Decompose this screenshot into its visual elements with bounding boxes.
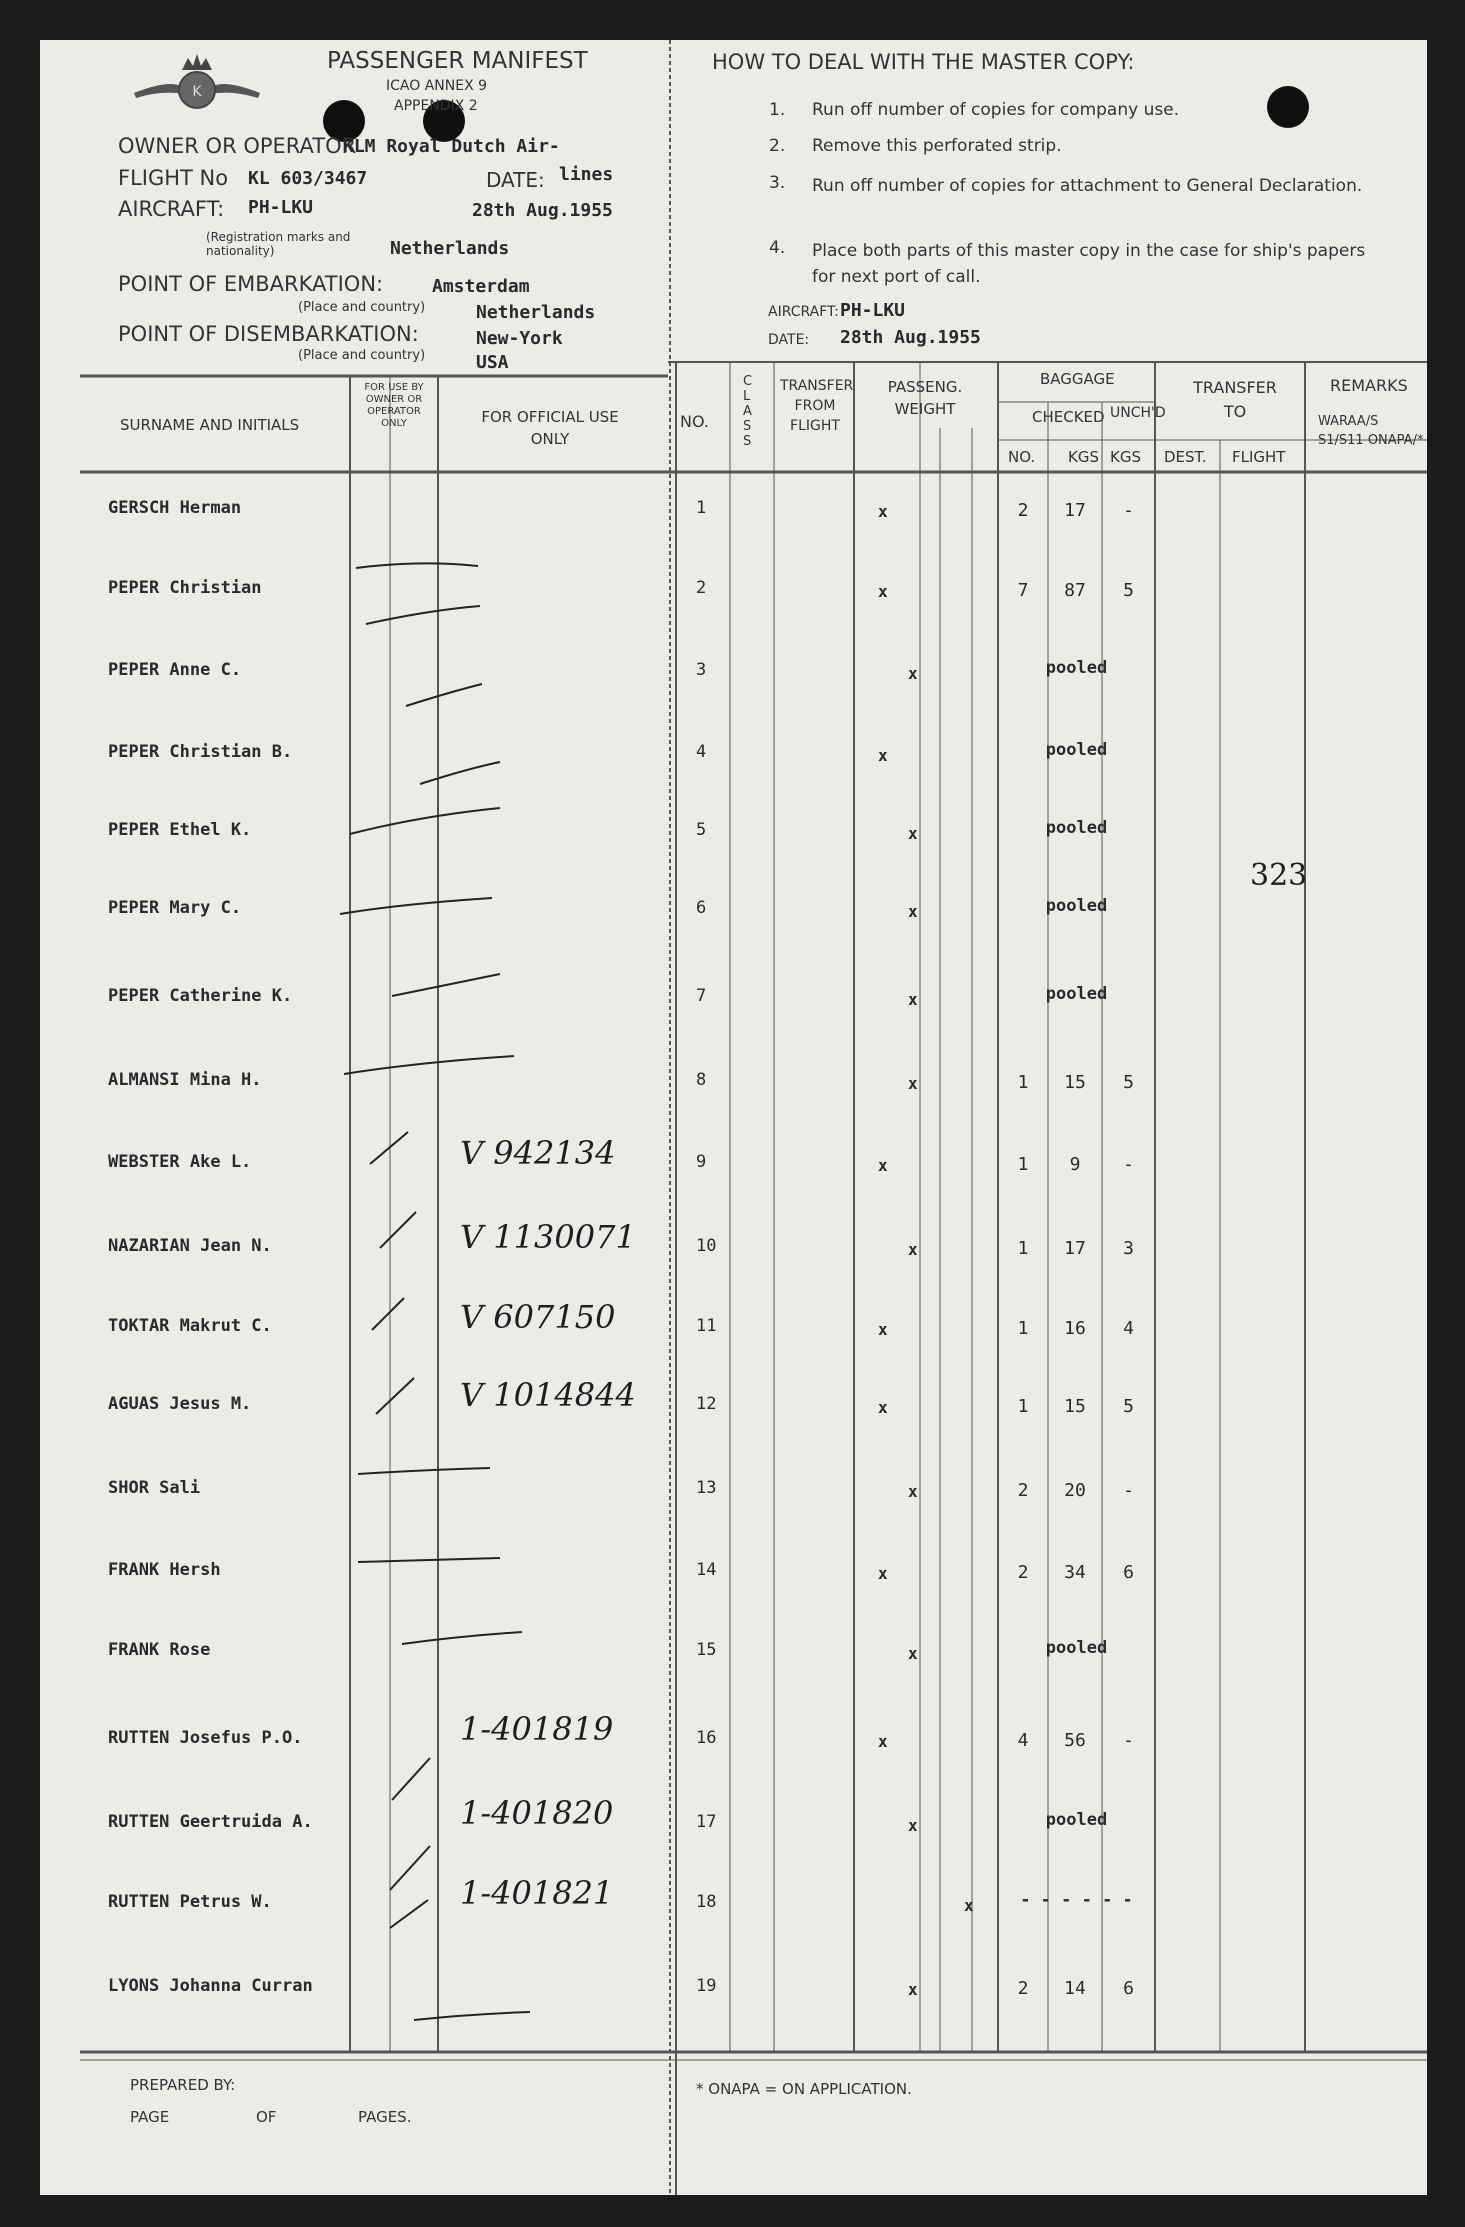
weight-mark: x <box>878 502 888 521</box>
owner-label: OWNER OR OPERATOR <box>118 134 357 158</box>
annotation-number: 323 <box>1250 858 1308 893</box>
weight-mark: x <box>908 664 918 683</box>
appendix: APPENDIX 2 <box>394 98 478 114</box>
embark-note: (Place and country) <box>298 300 426 315</box>
embark-value: Amsterdam <box>432 276 530 297</box>
bag-kgs: 20 <box>1064 1480 1086 1501</box>
manifest-page <box>40 40 1427 2195</box>
header-transfer-from: TRANSFER FROM FLIGHT <box>780 378 854 434</box>
weight-mark: x <box>908 1644 918 1663</box>
bag-kgs: 34 <box>1064 1562 1086 1583</box>
flight-value: KL 603/3467 <box>248 168 368 189</box>
passenger-name: GERSCH Herman <box>108 498 242 518</box>
bag-count: 1 <box>1017 1154 1029 1175</box>
bag-kgs: 17 <box>1064 500 1086 521</box>
bag-count: 2 <box>1017 1480 1029 1501</box>
passenger-name: PEPER Anne C. <box>108 660 242 680</box>
passenger-name: LYONS Johanna Curran <box>108 1976 313 1996</box>
header-class: CLASS <box>743 374 753 449</box>
row-number: 14 <box>696 1560 717 1580</box>
row-number: 3 <box>696 660 707 680</box>
instruction-3-num: 3. <box>769 173 786 193</box>
bag-pooled: - - - - - - <box>1020 1890 1133 1910</box>
footer-page: PAGE <box>130 2108 170 2126</box>
bag-kgs: 14 <box>1064 1978 1086 1999</box>
bag-unchecked: - <box>1123 1154 1134 1175</box>
bag-kgs: 15 <box>1064 1072 1086 1093</box>
official-number: V 942134 <box>460 1134 616 1172</box>
disembark-note: (Place and country) <box>298 348 426 363</box>
bag-count: 1 <box>1017 1238 1029 1259</box>
bag-count: 7 <box>1017 580 1029 601</box>
header-checked: CHECKED <box>1032 408 1105 426</box>
bag-count: 2 <box>1017 1978 1029 1999</box>
header-checked-no: NO. <box>1008 448 1036 466</box>
bag-kgs: 9 <box>1069 1154 1081 1175</box>
passenger-name: SHOR Sali <box>108 1478 201 1498</box>
header-dest: DEST. <box>1164 448 1207 466</box>
instruction-3-text: Run off number of copies for attachment to General Declaration. <box>812 176 1363 196</box>
weight-mark: x <box>908 902 918 921</box>
bag-kgs: 87 <box>1064 580 1086 601</box>
disembark-label: POINT OF DISEMBARKATION: <box>118 322 419 346</box>
weight-mark: x <box>908 990 918 1009</box>
passenger-name: PEPER Mary C. <box>108 898 242 918</box>
bag-count: 2 <box>1017 500 1029 521</box>
bag-unchecked: 5 <box>1123 1072 1134 1093</box>
bag-pooled: pooled <box>1045 658 1108 678</box>
weight-mark: x <box>908 1980 918 1999</box>
bag-pooled: pooled <box>1045 896 1108 916</box>
header-passeng-weight: PASSENG. WEIGHT <box>887 378 963 418</box>
bag-pooled: pooled <box>1045 1638 1108 1658</box>
bag-unchecked: 6 <box>1123 1978 1134 1999</box>
aircraft-label: AIRCRAFT: <box>118 197 225 221</box>
bag-kgs: 56 <box>1064 1730 1086 1751</box>
row-number: 8 <box>696 1070 707 1090</box>
weight-mark: x <box>908 1074 918 1093</box>
weight-mark: x <box>908 1816 918 1835</box>
bag-count: 1 <box>1017 1318 1029 1339</box>
instr-date-value: 28th Aug.1955 <box>840 327 981 348</box>
header-remarks-sub: WARAA/S S1/S11 ONAPA/* <box>1318 414 1424 448</box>
row-number: 5 <box>696 820 707 840</box>
owner-value: KLM Royal Dutch Air- <box>343 136 560 157</box>
bag-pooled: pooled <box>1045 818 1108 838</box>
embark-label: POINT OF EMBARKATION: <box>118 272 384 296</box>
bag-kgs: 15 <box>1064 1396 1086 1417</box>
row-number: 7 <box>696 986 707 1006</box>
row-number: 6 <box>696 898 707 918</box>
row-number: 18 <box>696 1892 717 1912</box>
official-number: 1-401819 <box>460 1710 614 1748</box>
manifest-title: PASSENGER MANIFEST <box>327 48 588 74</box>
aircraft-value: PH-LKU <box>248 197 314 218</box>
row-number: 19 <box>696 1976 717 1996</box>
date-value: 28th Aug.1955 <box>472 200 613 221</box>
weight-mark: x <box>878 1732 888 1751</box>
disembark-value: New-York <box>476 328 563 349</box>
weight-mark: x <box>878 1398 888 1417</box>
header-checked-kgs: KGS <box>1068 448 1099 466</box>
bag-unchecked: 6 <box>1123 1562 1134 1583</box>
nationality-value: Netherlands <box>390 238 510 259</box>
flight-label: FLIGHT No <box>118 166 229 190</box>
official-number: 1-401820 <box>460 1794 614 1832</box>
passenger-name: PEPER Ethel K. <box>108 820 252 840</box>
weight-mark: x <box>908 824 918 843</box>
bag-kgs: 16 <box>1064 1318 1086 1339</box>
weight-mark: x <box>878 582 888 601</box>
instruction-1-text: Run off number of copies for company use. <box>812 100 1180 120</box>
bag-unchecked: 3 <box>1123 1238 1134 1259</box>
passenger-name: RUTTEN Petrus W. <box>108 1892 272 1912</box>
row-number: 2 <box>696 578 707 598</box>
bag-pooled: pooled <box>1045 984 1108 1004</box>
row-number: 12 <box>696 1394 717 1414</box>
form-grid <box>40 40 1427 2195</box>
icao-annex: ICAO ANNEX 9 <box>386 78 488 94</box>
date-label: DATE: <box>486 168 545 192</box>
svg-text:K: K <box>192 84 202 100</box>
weight-mark: x <box>908 1240 918 1259</box>
footer-note: * ONAPA = ON APPLICATION. <box>696 2080 912 2098</box>
bag-count: 1 <box>1017 1396 1029 1417</box>
bag-unchecked: - <box>1123 1730 1134 1751</box>
header-remarks: REMARKS <box>1330 376 1408 395</box>
passenger-name: FRANK Hersh <box>108 1560 221 1580</box>
passenger-name: RUTTEN Josefus P.O. <box>108 1728 303 1748</box>
bag-count: 1 <box>1017 1072 1029 1093</box>
weight-mark: x <box>878 1320 888 1339</box>
instructions-title: HOW TO DEAL WITH THE MASTER COPY: <box>712 50 1135 74</box>
row-number: 9 <box>696 1152 707 1172</box>
header-owner-use: FOR USE BY OWNER OR OPERATOR ONLY <box>364 382 424 429</box>
row-number: 4 <box>696 742 707 762</box>
passenger-name: TOKTAR Makrut C. <box>108 1316 272 1336</box>
bag-count: 4 <box>1017 1730 1029 1751</box>
instr-aircraft-value: PH-LKU <box>840 300 906 321</box>
bag-pooled: pooled <box>1045 740 1108 760</box>
weight-mark: x <box>878 746 888 765</box>
header-flight: FLIGHT <box>1232 448 1286 466</box>
disembark-country: USA <box>476 352 509 373</box>
bag-unchecked: 4 <box>1123 1318 1134 1339</box>
bag-unchecked: - <box>1123 500 1134 521</box>
row-number: 16 <box>696 1728 717 1748</box>
passenger-name: WEBSTER Ake L. <box>108 1152 252 1172</box>
row-number: 15 <box>696 1640 717 1660</box>
footer-prepared-by: PREPARED BY: <box>130 2076 236 2094</box>
passenger-name: FRANK Rose <box>108 1640 211 1660</box>
row-number: 10 <box>696 1236 717 1256</box>
row-number: 1 <box>696 498 707 518</box>
passenger-name: NAZARIAN Jean N. <box>108 1236 272 1256</box>
passenger-name: PEPER Christian <box>108 578 262 598</box>
passenger-name: PEPER Catherine K. <box>108 986 293 1006</box>
header-baggage: BAGGAGE <box>1040 370 1115 388</box>
weight-mark: x <box>964 1896 974 1915</box>
instr-aircraft-label: AIRCRAFT: <box>768 304 839 320</box>
official-number: V 1014844 <box>460 1376 636 1414</box>
instruction-4-text: Place both parts of this master copy in the case for ship's papers for next port of call. <box>812 241 1366 287</box>
header-unchecked: UNCH'D <box>1110 405 1166 421</box>
passenger-name: AGUAS Jesus M. <box>108 1394 252 1414</box>
registration-note: (Registration marks and nationality) <box>206 230 351 258</box>
bag-unchecked: 5 <box>1123 1396 1134 1417</box>
header-unchecked-kgs: KGS <box>1110 448 1141 466</box>
bag-unchecked: 5 <box>1123 580 1134 601</box>
official-number: V 607150 <box>460 1298 616 1336</box>
instruction-1-num: 1. <box>769 100 786 120</box>
instruction-2-text: Remove this perforated strip. <box>812 136 1062 156</box>
bag-pooled: pooled <box>1045 1810 1108 1830</box>
instr-date-label: DATE: <box>768 332 810 348</box>
weight-mark: x <box>878 1156 888 1175</box>
weight-mark: x <box>908 1482 918 1501</box>
official-number: 1-401821 <box>460 1874 614 1912</box>
header-no: NO. <box>680 412 709 431</box>
footer-pages: PAGES. <box>358 2108 412 2126</box>
weight-mark: x <box>878 1564 888 1583</box>
header-surname: SURNAME AND INITIALS <box>120 416 300 434</box>
instruction-4-num: 4. <box>769 238 786 258</box>
row-number: 13 <box>696 1478 717 1498</box>
instruction-2-num: 2. <box>769 136 786 156</box>
bag-kgs: 17 <box>1064 1238 1086 1259</box>
footer-of: OF <box>256 2108 277 2126</box>
header-transfer-to: TRANSFER TO <box>1193 378 1277 421</box>
bag-count: 2 <box>1017 1562 1029 1583</box>
row-number: 11 <box>696 1316 717 1336</box>
bag-unchecked: - <box>1123 1480 1134 1501</box>
passenger-name: RUTTEN Geertruida A. <box>108 1812 313 1832</box>
header-official-use: FOR OFFICIAL USE ONLY <box>481 408 619 448</box>
owner-value-cont: lines <box>559 164 614 185</box>
row-number: 17 <box>696 1812 717 1832</box>
passenger-name: PEPER Christian B. <box>108 742 293 762</box>
embark-country: Netherlands <box>476 302 596 323</box>
official-number: V 1130071 <box>460 1218 636 1256</box>
passenger-name: ALMANSI Mina H. <box>108 1070 262 1090</box>
